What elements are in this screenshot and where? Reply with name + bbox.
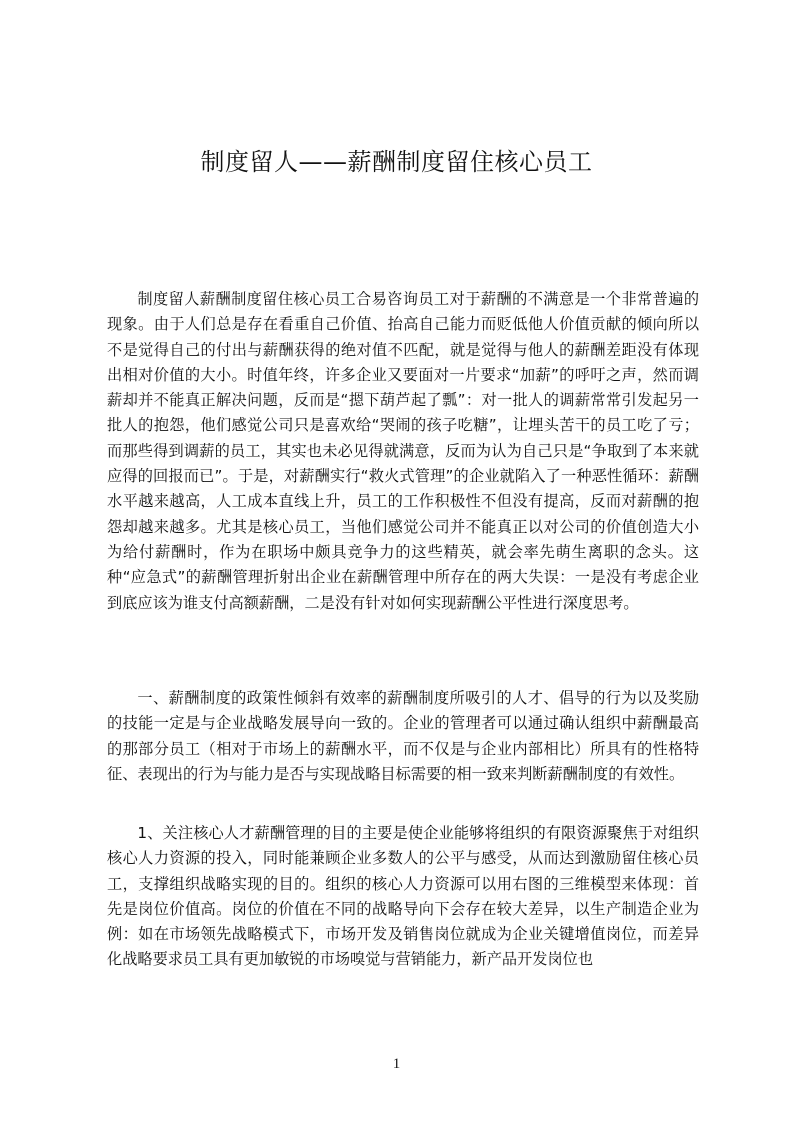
section-paragraph: 一、薪酬制度的政策性倾斜有效率的薪酬制度所吸引的人才、倡导的行为以及奖励的技能一定是与企业战略发展导向一致的。企业的管理者可以通过确认组织中薪酬最高的那部分员工（相对于市场上的薪酬水平，而不仅是与企业内部相比）所具有的性格特征、表现出的行为与能力是否与实现战略目标需要的相一致来判断薪酬制度的有效性。 — [107, 689, 699, 783]
page-number: 1 — [392, 1056, 401, 1072]
body-paragraph: 制度留人薪酬制度留住核心员工合易咨询员工对于薪酬的不满意是一个非常普遍的现象。由于人们总是存在看重自己价值、抬高自己能力而贬低他人价值贡献的倾向所以不是觉得自己的付出与薪酬获得的绝对值不匹配，就是觉得与他人的薪酬差距没有体现出相对价值的大小。时值年终，许多企业又要面对一片要求“加薪”的呼吁之声，然而调薪却并不能真正解决问题，反而是“摁下葫芦起了瓢”：对一批人的调薪常常引发起另一批人的抱怨，他们感觉公司只是喜欢给“哭闹的孩子吃糖”，让埋头苦干的员工吃了亏；而那些得到调薪的员工，其实也未必见得就满意，反而为认为自己只是“争取到了本来就应得的回报而已”。于是，对薪酬实行“救火式管理”的企业就陷入了一种恶性循环：薪酬水平越来越高，人工成本直线上升，员工的工作积极性不但没有提高，反而对薪酬的抱怨却越来越多。尤其是核心员工，当他们感觉公司并不能真正以对公司的价值创造大小为给付薪酬时，作为在职场中颇具竞争力的这些精英，就会率先萌生离职的念头。这种“应急式”的薪酬管理折射出企业在薪酬管理中所存在的两大失误：一是没有考虑企业到底应该为谁支付高额薪酬，二是没有针对如何实现薪酬公平性进行深度思考。 — [107, 290, 699, 612]
subsection-paragraph: 1、关注核心人才薪酬管理的目的主要是使企业能够将组织的有限资源聚焦于对组织核心人力资源的投入，同时能兼顾企业多数人的公平与感受，从而达到激励留住核心员工，支撑组织战略实现的目的。组织的核心人力资源可以用右图的三维模型来体现：首先是岗位价值高。岗位的价值在不同的战略导向下会存在较大差异，以生产制造企业为例：如在市场领先战略模式下，市场开发及销售岗位就成为企业关键增值岗位，而差异化战略要求员工具有更加敏锐的市场嗅觉与营销能力，新产品开发岗位也 — [107, 824, 699, 969]
document-title: 制度留人——薪酬制度留住核心员工 — [200, 148, 593, 176]
